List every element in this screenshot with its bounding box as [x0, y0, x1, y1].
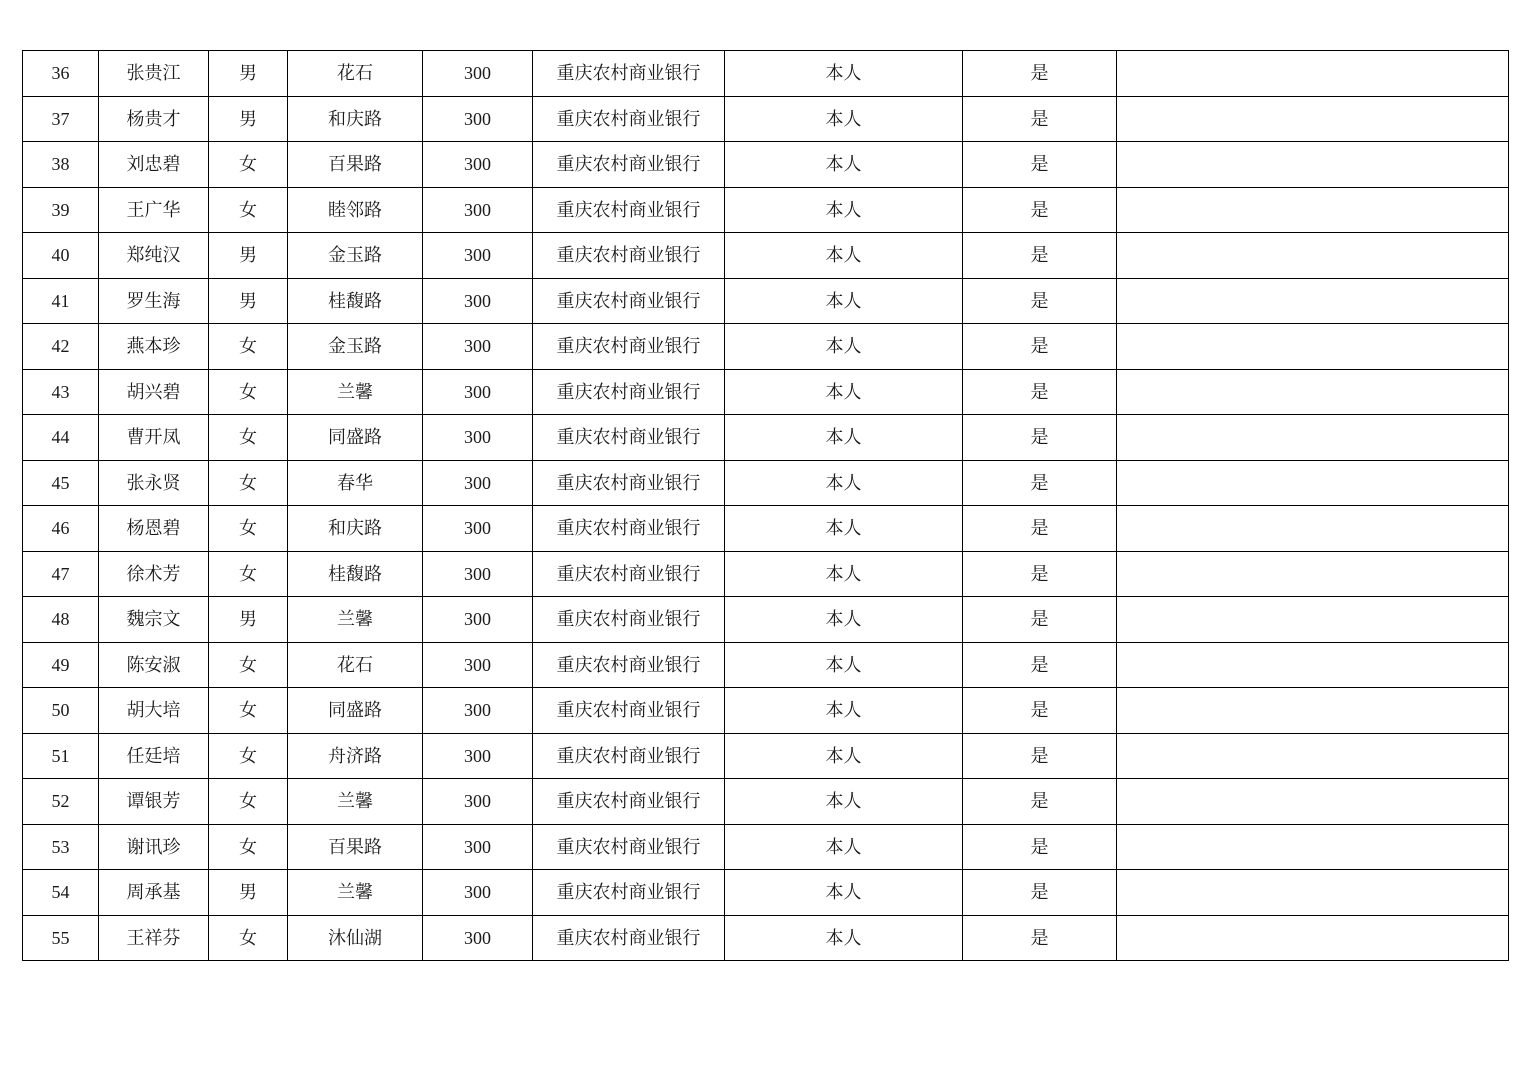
- cell-flag: 是: [963, 551, 1117, 597]
- cell-sex: 男: [209, 96, 288, 142]
- table-row: [23, 688, 1509, 734]
- cell-bank: 重庆农村商业银行: [533, 369, 725, 415]
- cell-sex: 男: [209, 233, 288, 279]
- cell-no: 44: [23, 415, 99, 461]
- cell-bank: 重庆农村商业银行: [533, 415, 725, 461]
- cell-note: [1117, 597, 1509, 643]
- cell-amount: 300: [423, 51, 533, 97]
- cell-sex: 女: [209, 915, 288, 961]
- table-row: [23, 597, 1509, 643]
- cell-no: 48: [23, 597, 99, 643]
- cell-note: [1117, 779, 1509, 825]
- cell-amount: 300: [423, 642, 533, 688]
- cell-address: 兰馨: [288, 779, 423, 825]
- table-row: [23, 915, 1509, 961]
- cell-name: 陈安淑: [99, 642, 209, 688]
- table-row: [23, 733, 1509, 779]
- cell-note: [1117, 506, 1509, 552]
- cell-flag: 是: [963, 870, 1117, 916]
- cell-amount: 300: [423, 597, 533, 643]
- cell-bank: 重庆农村商业银行: [533, 824, 725, 870]
- cell-bank: 重庆农村商业银行: [533, 779, 725, 825]
- cell-sex: 男: [209, 870, 288, 916]
- cell-account-holder: 本人: [725, 278, 963, 324]
- cell-address: 同盛路: [288, 415, 423, 461]
- cell-no: 55: [23, 915, 99, 961]
- cell-amount: 300: [423, 324, 533, 370]
- table-row: [23, 233, 1509, 279]
- cell-name: 燕本珍: [99, 324, 209, 370]
- cell-address: 兰馨: [288, 870, 423, 916]
- cell-account-holder: 本人: [725, 733, 963, 779]
- cell-flag: 是: [963, 460, 1117, 506]
- cell-flag: 是: [963, 733, 1117, 779]
- cell-account-holder: 本人: [725, 688, 963, 734]
- cell-bank: 重庆农村商业银行: [533, 870, 725, 916]
- cell-name: 胡兴碧: [99, 369, 209, 415]
- cell-account-holder: 本人: [725, 324, 963, 370]
- cell-no: 42: [23, 324, 99, 370]
- cell-account-holder: 本人: [725, 187, 963, 233]
- table-row: [23, 324, 1509, 370]
- cell-sex: 女: [209, 369, 288, 415]
- cell-flag: 是: [963, 142, 1117, 188]
- table-row: [23, 551, 1509, 597]
- cell-no: 41: [23, 278, 99, 324]
- cell-address: 金玉路: [288, 324, 423, 370]
- cell-flag: 是: [963, 824, 1117, 870]
- cell-account-holder: 本人: [725, 824, 963, 870]
- cell-account-holder: 本人: [725, 642, 963, 688]
- cell-amount: 300: [423, 870, 533, 916]
- table-row: [23, 278, 1509, 324]
- cell-address: 同盛路: [288, 688, 423, 734]
- cell-name: 谭银芳: [99, 779, 209, 825]
- cell-account-holder: 本人: [725, 915, 963, 961]
- cell-address: 百果路: [288, 824, 423, 870]
- cell-note: [1117, 688, 1509, 734]
- table-row: [23, 51, 1509, 97]
- cell-sex: 男: [209, 51, 288, 97]
- cell-name: 罗生海: [99, 278, 209, 324]
- cell-address: 和庆路: [288, 96, 423, 142]
- cell-bank: 重庆农村商业银行: [533, 460, 725, 506]
- cell-bank: 重庆农村商业银行: [533, 506, 725, 552]
- cell-no: 54: [23, 870, 99, 916]
- table-row: [23, 779, 1509, 825]
- cell-address: 睦邻路: [288, 187, 423, 233]
- cell-no: 45: [23, 460, 99, 506]
- cell-no: 53: [23, 824, 99, 870]
- cell-name: 杨贵才: [99, 96, 209, 142]
- cell-amount: 300: [423, 688, 533, 734]
- cell-sex: 女: [209, 460, 288, 506]
- cell-name: 魏宗文: [99, 597, 209, 643]
- cell-bank: 重庆农村商业银行: [533, 915, 725, 961]
- cell-no: 47: [23, 551, 99, 597]
- cell-name: 张贵江: [99, 51, 209, 97]
- cell-name: 杨恩碧: [99, 506, 209, 552]
- cell-amount: 300: [423, 187, 533, 233]
- table-row: [23, 642, 1509, 688]
- cell-bank: 重庆农村商业银行: [533, 278, 725, 324]
- cell-no: 51: [23, 733, 99, 779]
- cell-address: 桂馥路: [288, 551, 423, 597]
- cell-sex: 女: [209, 551, 288, 597]
- cell-no: 40: [23, 233, 99, 279]
- cell-account-holder: 本人: [725, 779, 963, 825]
- cell-sex: 男: [209, 597, 288, 643]
- cell-note: [1117, 551, 1509, 597]
- cell-account-holder: 本人: [725, 142, 963, 188]
- cell-bank: 重庆农村商业银行: [533, 642, 725, 688]
- cell-no: 38: [23, 142, 99, 188]
- cell-flag: 是: [963, 506, 1117, 552]
- cell-no: 36: [23, 51, 99, 97]
- cell-account-holder: 本人: [725, 233, 963, 279]
- cell-bank: 重庆农村商业银行: [533, 51, 725, 97]
- table-row: [23, 369, 1509, 415]
- cell-name: 曹开凤: [99, 415, 209, 461]
- cell-name: 胡大培: [99, 688, 209, 734]
- cell-note: [1117, 324, 1509, 370]
- cell-name: 谢讯珍: [99, 824, 209, 870]
- table-row: [23, 96, 1509, 142]
- cell-note: [1117, 187, 1509, 233]
- cell-amount: 300: [423, 233, 533, 279]
- cell-address: 桂馥路: [288, 278, 423, 324]
- cell-flag: 是: [963, 324, 1117, 370]
- cell-amount: 300: [423, 415, 533, 461]
- cell-flag: 是: [963, 278, 1117, 324]
- cell-address: 花石: [288, 642, 423, 688]
- cell-note: [1117, 824, 1509, 870]
- cell-account-holder: 本人: [725, 551, 963, 597]
- cell-flag: 是: [963, 597, 1117, 643]
- table-row: [23, 460, 1509, 506]
- cell-flag: 是: [963, 369, 1117, 415]
- cell-name: 周承基: [99, 870, 209, 916]
- cell-address: 春华: [288, 460, 423, 506]
- cell-sex: 女: [209, 324, 288, 370]
- cell-no: 52: [23, 779, 99, 825]
- cell-account-holder: 本人: [725, 369, 963, 415]
- cell-name: 任廷培: [99, 733, 209, 779]
- cell-bank: 重庆农村商业银行: [533, 142, 725, 188]
- cell-name: 郑纯汉: [99, 233, 209, 279]
- cell-bank: 重庆农村商业银行: [533, 187, 725, 233]
- cell-flag: 是: [963, 415, 1117, 461]
- cell-note: [1117, 369, 1509, 415]
- table-row: [23, 824, 1509, 870]
- cell-account-holder: 本人: [725, 96, 963, 142]
- cell-note: [1117, 642, 1509, 688]
- cell-amount: 300: [423, 142, 533, 188]
- cell-bank: 重庆农村商业银行: [533, 96, 725, 142]
- cell-bank: 重庆农村商业银行: [533, 233, 725, 279]
- cell-address: 百果路: [288, 142, 423, 188]
- cell-no: 46: [23, 506, 99, 552]
- cell-no: 37: [23, 96, 99, 142]
- cell-account-holder: 本人: [725, 51, 963, 97]
- table-row: [23, 870, 1509, 916]
- cell-note: [1117, 915, 1509, 961]
- cell-address: 花石: [288, 51, 423, 97]
- cell-amount: 300: [423, 506, 533, 552]
- cell-note: [1117, 733, 1509, 779]
- cell-sex: 女: [209, 824, 288, 870]
- cell-amount: 300: [423, 733, 533, 779]
- cell-name: 刘忠碧: [99, 142, 209, 188]
- table-row: [23, 506, 1509, 552]
- cell-note: [1117, 415, 1509, 461]
- cell-account-holder: 本人: [725, 415, 963, 461]
- cell-amount: 300: [423, 278, 533, 324]
- cell-flag: 是: [963, 642, 1117, 688]
- cell-note: [1117, 870, 1509, 916]
- cell-account-holder: 本人: [725, 870, 963, 916]
- cell-note: [1117, 96, 1509, 142]
- cell-sex: 女: [209, 187, 288, 233]
- cell-amount: 300: [423, 369, 533, 415]
- cell-sex: 女: [209, 142, 288, 188]
- table-row: [23, 415, 1509, 461]
- cell-bank: 重庆农村商业银行: [533, 324, 725, 370]
- cell-address: 舟济路: [288, 733, 423, 779]
- cell-no: 43: [23, 369, 99, 415]
- roster-sheet: [22, 50, 1508, 961]
- cell-flag: 是: [963, 187, 1117, 233]
- cell-flag: 是: [963, 688, 1117, 734]
- cell-name: 张永贤: [99, 460, 209, 506]
- cell-bank: 重庆农村商业银行: [533, 551, 725, 597]
- cell-sex: 女: [209, 733, 288, 779]
- cell-note: [1117, 278, 1509, 324]
- cell-amount: 300: [423, 915, 533, 961]
- cell-amount: 300: [423, 96, 533, 142]
- table-row: [23, 142, 1509, 188]
- cell-bank: 重庆农村商业银行: [533, 733, 725, 779]
- cell-note: [1117, 51, 1509, 97]
- cell-address: 兰馨: [288, 597, 423, 643]
- cell-bank: 重庆农村商业银行: [533, 688, 725, 734]
- cell-sex: 女: [209, 688, 288, 734]
- cell-note: [1117, 460, 1509, 506]
- cell-amount: 300: [423, 824, 533, 870]
- cell-name: 徐术芳: [99, 551, 209, 597]
- cell-flag: 是: [963, 233, 1117, 279]
- cell-name: 王广华: [99, 187, 209, 233]
- cell-account-holder: 本人: [725, 506, 963, 552]
- cell-address: 兰馨: [288, 369, 423, 415]
- cell-name: 王祥芬: [99, 915, 209, 961]
- cell-address: 和庆路: [288, 506, 423, 552]
- cell-sex: 女: [209, 415, 288, 461]
- cell-address: 沐仙湖: [288, 915, 423, 961]
- cell-no: 39: [23, 187, 99, 233]
- cell-account-holder: 本人: [725, 597, 963, 643]
- cell-amount: 300: [423, 460, 533, 506]
- cell-bank: 重庆农村商业银行: [533, 597, 725, 643]
- cell-amount: 300: [423, 779, 533, 825]
- cell-no: 49: [23, 642, 99, 688]
- roster-table-body: [23, 51, 1509, 961]
- cell-no: 50: [23, 688, 99, 734]
- cell-address: 金玉路: [288, 233, 423, 279]
- cell-sex: 女: [209, 642, 288, 688]
- table-row: [23, 187, 1509, 233]
- cell-account-holder: 本人: [725, 460, 963, 506]
- cell-sex: 男: [209, 278, 288, 324]
- cell-flag: 是: [963, 779, 1117, 825]
- cell-note: [1117, 233, 1509, 279]
- cell-flag: 是: [963, 96, 1117, 142]
- cell-sex: 女: [209, 779, 288, 825]
- cell-note: [1117, 142, 1509, 188]
- cell-flag: 是: [963, 51, 1117, 97]
- roster-table: [22, 50, 1509, 961]
- cell-sex: 女: [209, 506, 288, 552]
- cell-amount: 300: [423, 551, 533, 597]
- cell-flag: 是: [963, 915, 1117, 961]
